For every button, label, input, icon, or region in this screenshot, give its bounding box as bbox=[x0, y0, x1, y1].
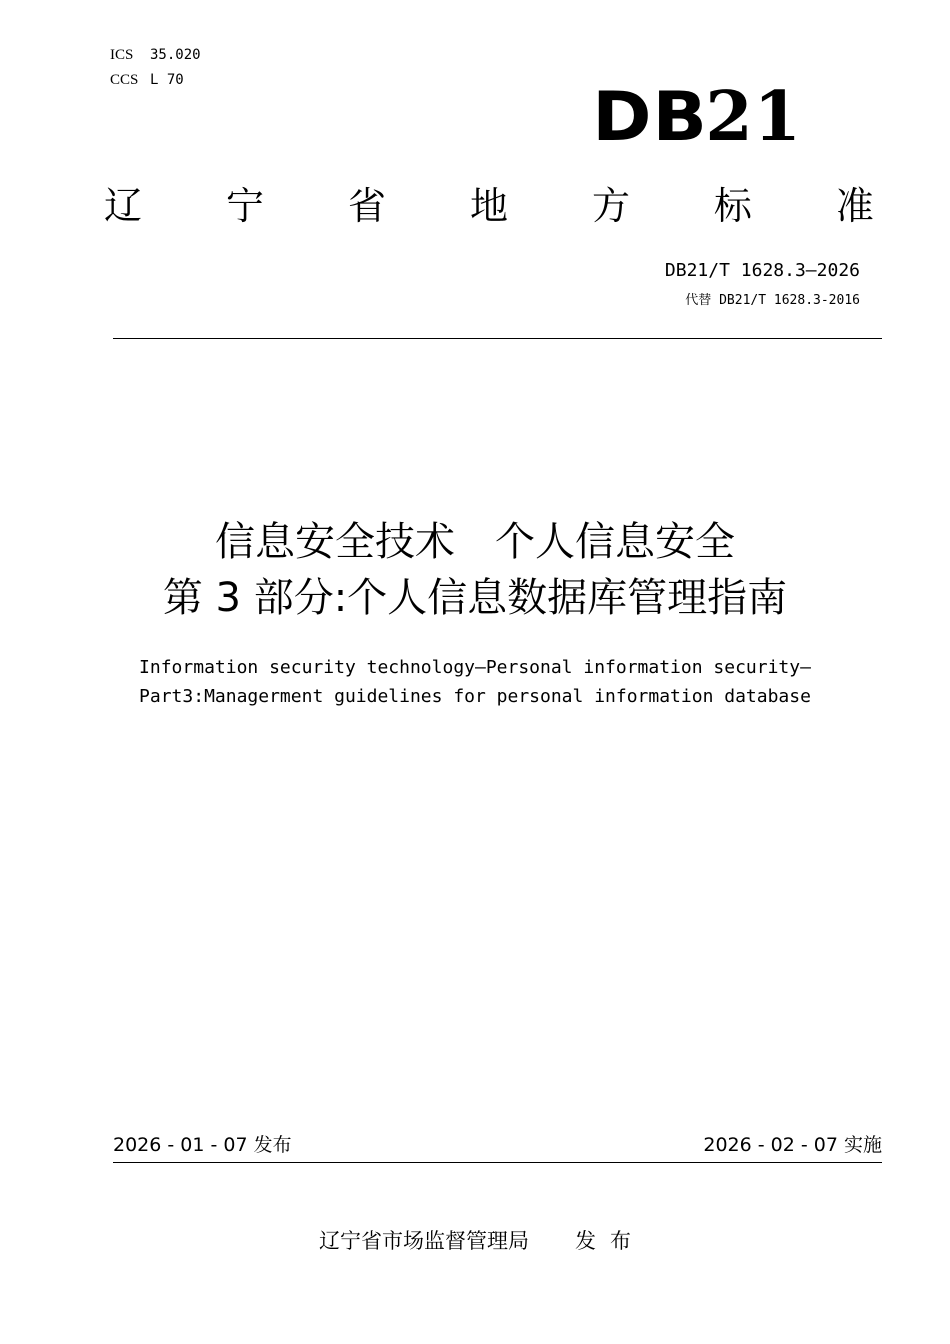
ics-code bbox=[110, 46, 201, 64]
category-char: 准 bbox=[835, 184, 874, 228]
logo-number: 21 bbox=[705, 77, 802, 157]
standard-category-title bbox=[104, 183, 874, 229]
header-divider bbox=[113, 338, 882, 339]
issuer-name: 辽宁省市场监督管理局 bbox=[319, 1229, 529, 1253]
replaces-standard: 代替 DB21/T 1628.3-2016 bbox=[685, 293, 860, 308]
category-char: 辽 bbox=[104, 184, 143, 228]
issuer-line bbox=[0, 1227, 950, 1255]
footer-divider bbox=[113, 1162, 882, 1163]
title-en-line1: Information security technology—Personal information security— bbox=[139, 657, 811, 678]
category-char: 标 bbox=[713, 184, 752, 228]
category-char: 方 bbox=[591, 184, 630, 228]
ics-value: 35.020 bbox=[150, 47, 201, 63]
ccs-value: L 70 bbox=[150, 72, 184, 88]
ccs-code bbox=[110, 71, 184, 89]
category-char: 省 bbox=[347, 184, 386, 228]
implement-date: 2026 - 02 - 07 实施 bbox=[703, 1134, 882, 1156]
standard-number: DB21/T 1628.3—2026 bbox=[664, 260, 860, 281]
category-char: 宁 bbox=[225, 184, 264, 228]
title-zh-line1: 信息安全技术 个人信息安全 bbox=[215, 519, 735, 565]
category-char: 地 bbox=[469, 184, 508, 228]
ics-label: ICS bbox=[110, 47, 134, 63]
title-en-line2: Part3:Managerment guidelines for personal information database bbox=[139, 686, 811, 707]
title-zh-line2: 第 3 部分:个人信息数据库管理指南 bbox=[162, 575, 788, 621]
issuer-action: 发布 bbox=[575, 1229, 645, 1253]
db21-logo bbox=[592, 77, 802, 157]
publish-date: 2026 - 01 - 07 发布 bbox=[113, 1134, 292, 1156]
ccs-label: CCS bbox=[110, 72, 139, 88]
logo-db: DB bbox=[592, 78, 709, 157]
